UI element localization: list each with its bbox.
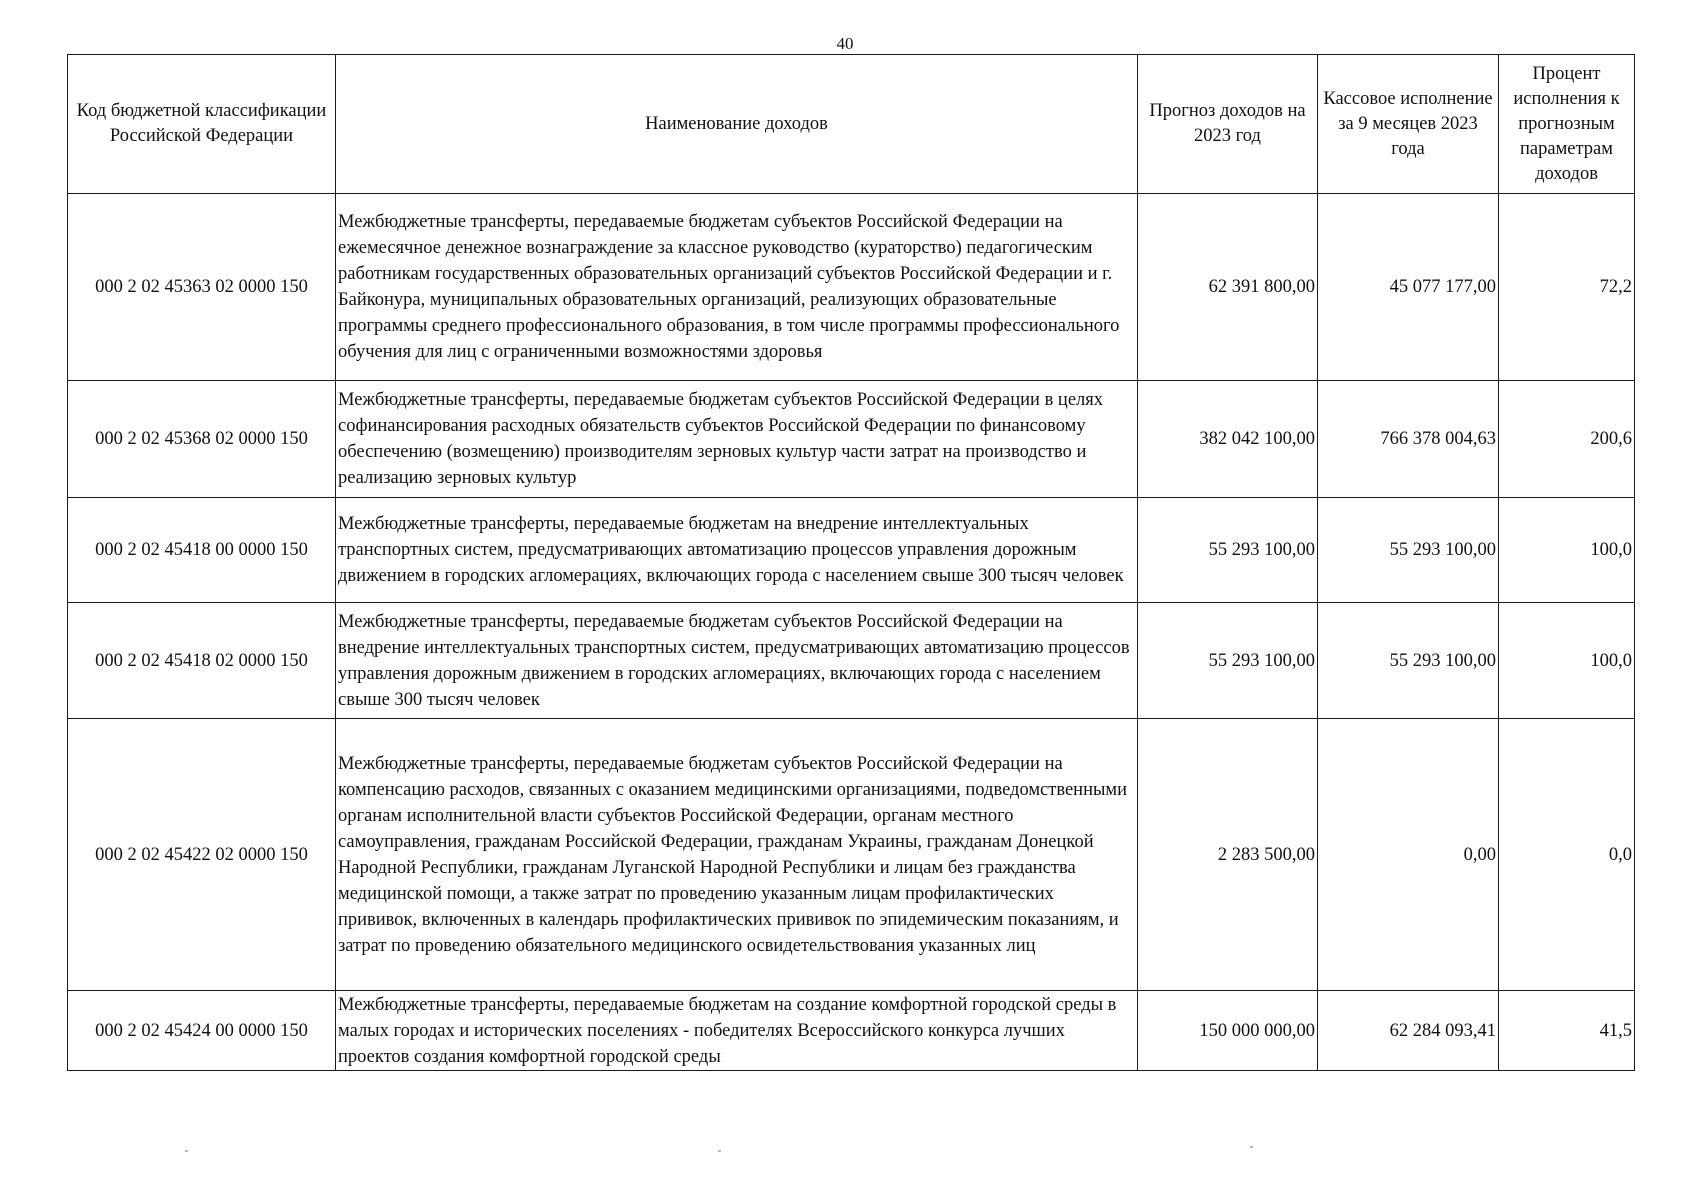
revenue-table <box>67 54 1635 1071</box>
table-row <box>68 194 1635 381</box>
row-forecast: 382 042 100,00 <box>1138 381 1318 498</box>
header-cash: Кассовое исполнение за 9 месяцев 2023 года <box>1318 55 1499 194</box>
table-row <box>68 381 1635 498</box>
page-number: 40 <box>836 34 854 53</box>
header-name: Наименование доходов <box>336 55 1138 194</box>
row-cash: 55 293 100,00 <box>1318 498 1499 603</box>
row-percent: 41,5 <box>1499 991 1635 1071</box>
row-code: 000 2 02 45368 02 0000 150 <box>68 381 336 498</box>
scan-artifact <box>1250 1146 1253 1148</box>
row-forecast: 150 000 000,00 <box>1138 991 1318 1071</box>
row-code: 000 2 02 45418 02 0000 150 <box>68 603 336 719</box>
header-code: Код бюджетной классификации Российской Федерации <box>68 55 336 194</box>
scan-artifact <box>185 1150 188 1152</box>
table-row <box>68 603 1635 719</box>
header-percent: Процент исполнения к прогнозным параметрам доходов <box>1499 55 1635 194</box>
row-name: Межбюджетные трансферты, передаваемые бюджетам субъектов Российской Федерации на внедрение интеллектуальных транспортных систем, предусматривающих автоматизацию процессов управления дорожным движением в городских агломерациях, включающих города с населением свыше 300 тысяч человек <box>336 603 1138 719</box>
row-percent: 200,6 <box>1499 381 1635 498</box>
row-code: 000 2 02 45363 02 0000 150 <box>68 194 336 381</box>
row-percent: 100,0 <box>1499 603 1635 719</box>
table-row <box>68 498 1635 603</box>
header-forecast: Прогноз доходов на 2023 год <box>1138 55 1318 194</box>
row-name: Межбюджетные трансферты, передаваемые бюджетам субъектов Российской Федерации на компенсацию расходов, связанных с оказанием медицинскими организациями, подведомственными органам исполнительной власти субъектов Российской Федерации, органам местного самоуправления, гражданам Российской Федерации, гражданам Украины, гражданам Донецкой Народной Республики, гражданам Луганской Народной Республики и лицам без гражданства медицинской помощи, а также затрат по проведению указанным лицам профилактических прививок, включенных в календарь профилактических прививок по эпидемическим показаниям, и затрат по проведению обязательного медицинского освидетельствования указанных лиц <box>336 719 1138 991</box>
row-forecast: 2 283 500,00 <box>1138 719 1318 991</box>
table-header-row <box>68 55 1635 194</box>
row-name: Межбюджетные трансферты, передаваемые бюджетам на внедрение интеллектуальных транспортных систем, предусматривающих автоматизацию процессов управления дорожным движением в городских агломерациях, включающих города с населением свыше 300 тысяч человек <box>336 498 1138 603</box>
row-name: Межбюджетные трансферты, передаваемые бюджетам субъектов Российской Федерации на ежемесячное денежное вознаграждение за классное руководство (кураторство) педагогическим работникам государственных образовательных организаций субъектов Российской Федерации и г. Байконура, муниципальных образовательных организаций, реализующих образовательные программы среднего профессионального образования, в том числе программы профессионального обучения для лиц с ограниченными возможностями здоровья <box>336 194 1138 381</box>
row-percent: 72,2 <box>1499 194 1635 381</box>
row-forecast: 55 293 100,00 <box>1138 603 1318 719</box>
row-code: 000 2 02 45422 02 0000 150 <box>68 719 336 991</box>
row-cash: 62 284 093,41 <box>1318 991 1499 1071</box>
row-code: 000 2 02 45424 00 0000 150 <box>68 991 336 1071</box>
row-forecast: 62 391 800,00 <box>1138 194 1318 381</box>
table-row <box>68 991 1635 1071</box>
row-percent: 0,0 <box>1499 719 1635 991</box>
row-cash: 55 293 100,00 <box>1318 603 1499 719</box>
table-row <box>68 719 1635 991</box>
row-percent: 100,0 <box>1499 498 1635 603</box>
row-forecast: 55 293 100,00 <box>1138 498 1318 603</box>
row-name: Межбюджетные трансферты, передаваемые бюджетам на создание комфортной городской среды в малых городах и исторических поселениях - победителях Всероссийского конкурса лучших проектов создания комфортной городской среды <box>336 991 1138 1071</box>
row-name: Межбюджетные трансферты, передаваемые бюджетам субъектов Российской Федерации в целях софинансирования расходных обязательств субъектов Российской Федерации по финансовому обеспечению (возмещению) производителям зерновых культур части затрат на производство и реализацию зерновых культур <box>336 381 1138 498</box>
row-cash: 0,00 <box>1318 719 1499 991</box>
scan-artifact <box>718 1150 721 1152</box>
row-cash: 766 378 004,63 <box>1318 381 1499 498</box>
row-cash: 45 077 177,00 <box>1318 194 1499 381</box>
row-code: 000 2 02 45418 00 0000 150 <box>68 498 336 603</box>
